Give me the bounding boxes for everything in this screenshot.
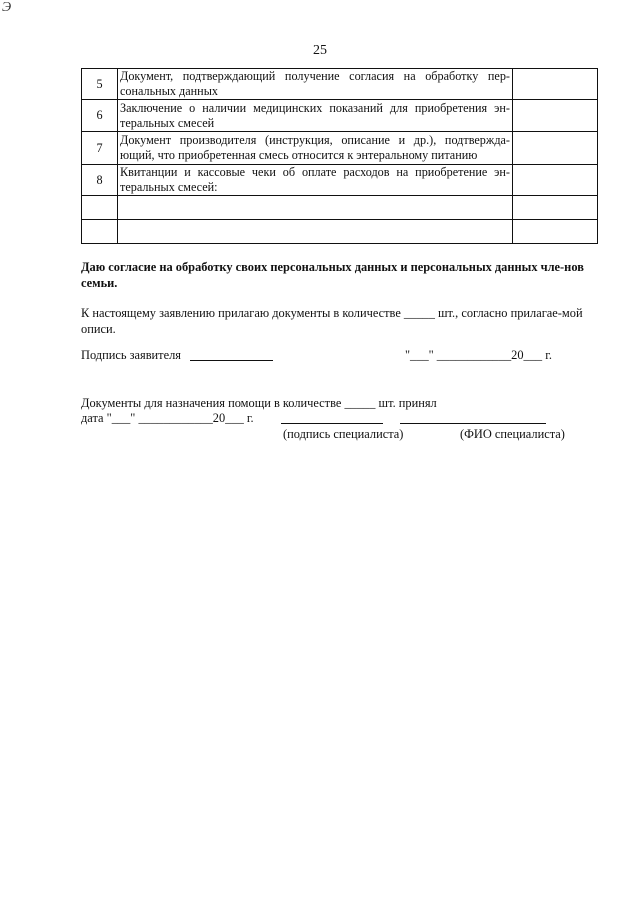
row-number (82, 196, 118, 220)
attachments-statement: К настоящему заявлению прилагаю документы в количестве _____ шт., согласно прилагае-мой описи. (81, 306, 583, 336)
table-row (82, 100, 598, 132)
applicant-signature-line (190, 360, 273, 361)
row-mark-cell (513, 69, 598, 100)
row-mark-cell (513, 100, 598, 132)
applicant-signature-label: Подпись заявителя (81, 348, 181, 362)
row-number: 7 (82, 132, 118, 165)
row-number: 6 (82, 100, 118, 132)
row-mark-cell (513, 196, 598, 220)
row-description: Квитанции и кассовые чеки об оплате расходов на приобретение эн-теральных смесей: (118, 165, 513, 196)
row-mark-cell (513, 132, 598, 165)
consent-statement: Даю согласие на обработку своих персональных данных и персональных данных чле-нов семьи. (81, 260, 584, 290)
row-description: Документ производителя (инструкция, описание и др.), подтвержда-ющий, что приобретенная смесь относится к энтеральному питанию (118, 132, 513, 165)
specialist-signature-line (281, 423, 383, 424)
row-mark-cell (513, 220, 598, 244)
page-number: 25 (313, 43, 327, 58)
row-description (118, 196, 513, 220)
row-description (118, 220, 513, 244)
acceptance-date-line: дата "___" ____________20___ г. (81, 411, 254, 425)
corner-handwritten-mark: Э (2, 0, 12, 15)
specialist-signature-caption: (подпись специалиста) (283, 427, 404, 441)
specialist-name-caption: (ФИО специалиста) (460, 427, 565, 441)
table-row (82, 132, 598, 165)
row-number: 8 (82, 165, 118, 196)
specialist-name-line (400, 423, 546, 424)
row-number (82, 220, 118, 244)
application-date-line: "___" ____________20___ г. (405, 348, 552, 362)
table-row-empty (82, 196, 598, 220)
table-row-empty (82, 220, 598, 244)
table-row (82, 165, 598, 196)
row-description: Заключение о наличии медицинских показаний для приобретения эн-теральных смесей (118, 100, 513, 132)
row-mark-cell (513, 165, 598, 196)
row-number: 5 (82, 69, 118, 100)
documents-accepted-statement: Документы для назначения помощи в количестве _____ шт. принял (81, 396, 437, 410)
table-row (82, 69, 598, 100)
row-description: Документ, подтверждающий получение согласия на обработку пер-сональных данных (118, 69, 513, 100)
documents-table (81, 68, 598, 244)
